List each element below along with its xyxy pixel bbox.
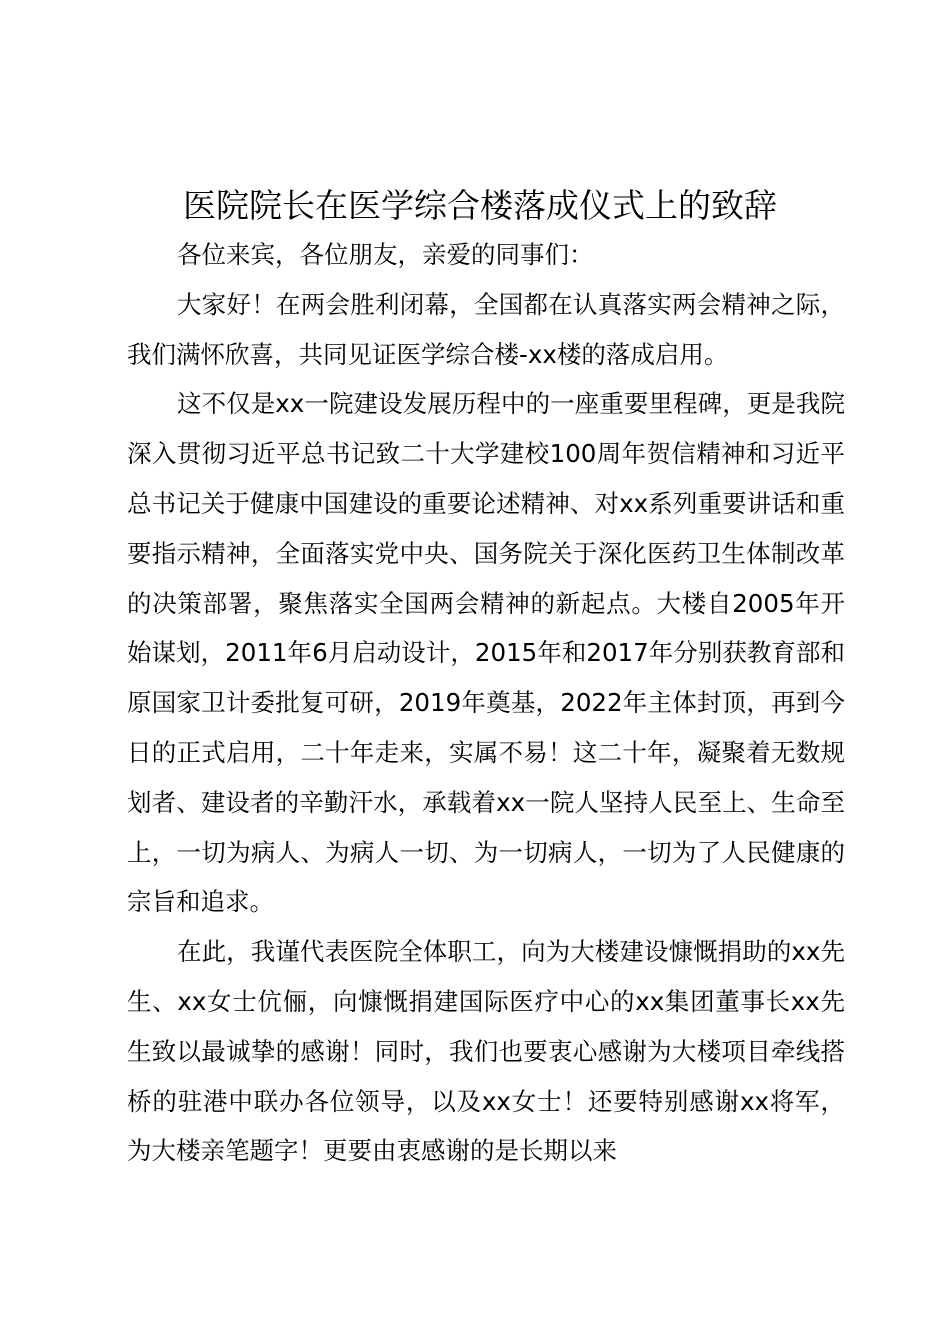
paragraph-thanks: 在此，我谨代表医院全体职工，向为大楼建设慷慨捐助的xx先生、xx女士伉俪，向慷慨捐建国际医疗中心的xx集团董事长xx先生致以最诚挚的感谢！同时，我们也要衷心感谢为大楼项目牵线搭桥的驻港中联办各位领导，以及xx女士！还要特别感谢xx将军，为大楼亲笔题字！更要由衷感谢的是长期以来 — [127, 937, 845, 1166]
paragraph-milestone: 这不仅是xx一院建设发展历程中的一座重要里程碑，更是我院深入贯彻习近平总书记致二十大学建校100周年贺信精神和习近平总书记关于健康中国建设的重要论述精神、对xx系列重要讲话和重要指示精神，全面落实党中央、国务院关于深化医药卫生体制改革的决策部署，聚焦落实全国两会精神的新起点。大楼自2005年开始谋划，2011年6月启动设计，2015年和2017年分别获教育部和原国家卫计委批复可研，2019年奠基，2022年主体封顶，再到今日的正式启用，二十年走来，实属不易！这二十年，凝聚着无数规划者、建设者的辛勤汗水，承载着xx一院人坚持人民至上、生命至上，一切为病人、为病人一切、为一切病人，一切为了人民健康的宗旨和追求。 — [127, 389, 845, 917]
document-body — [127, 230, 845, 1176]
paragraph-opening: 大家好！在两会胜利闭幕，全国都在认真落实两会精神之际，我们满怀欣喜，共同见证医学综合楼-xx楼的落成启用。 — [127, 289, 845, 369]
paragraph-greeting: 各位来宾，各位朋友，亲爱的同事们： — [177, 240, 594, 269]
document-title: 医院院长在医学综合楼落成仪式上的致辞 — [183, 186, 777, 225]
